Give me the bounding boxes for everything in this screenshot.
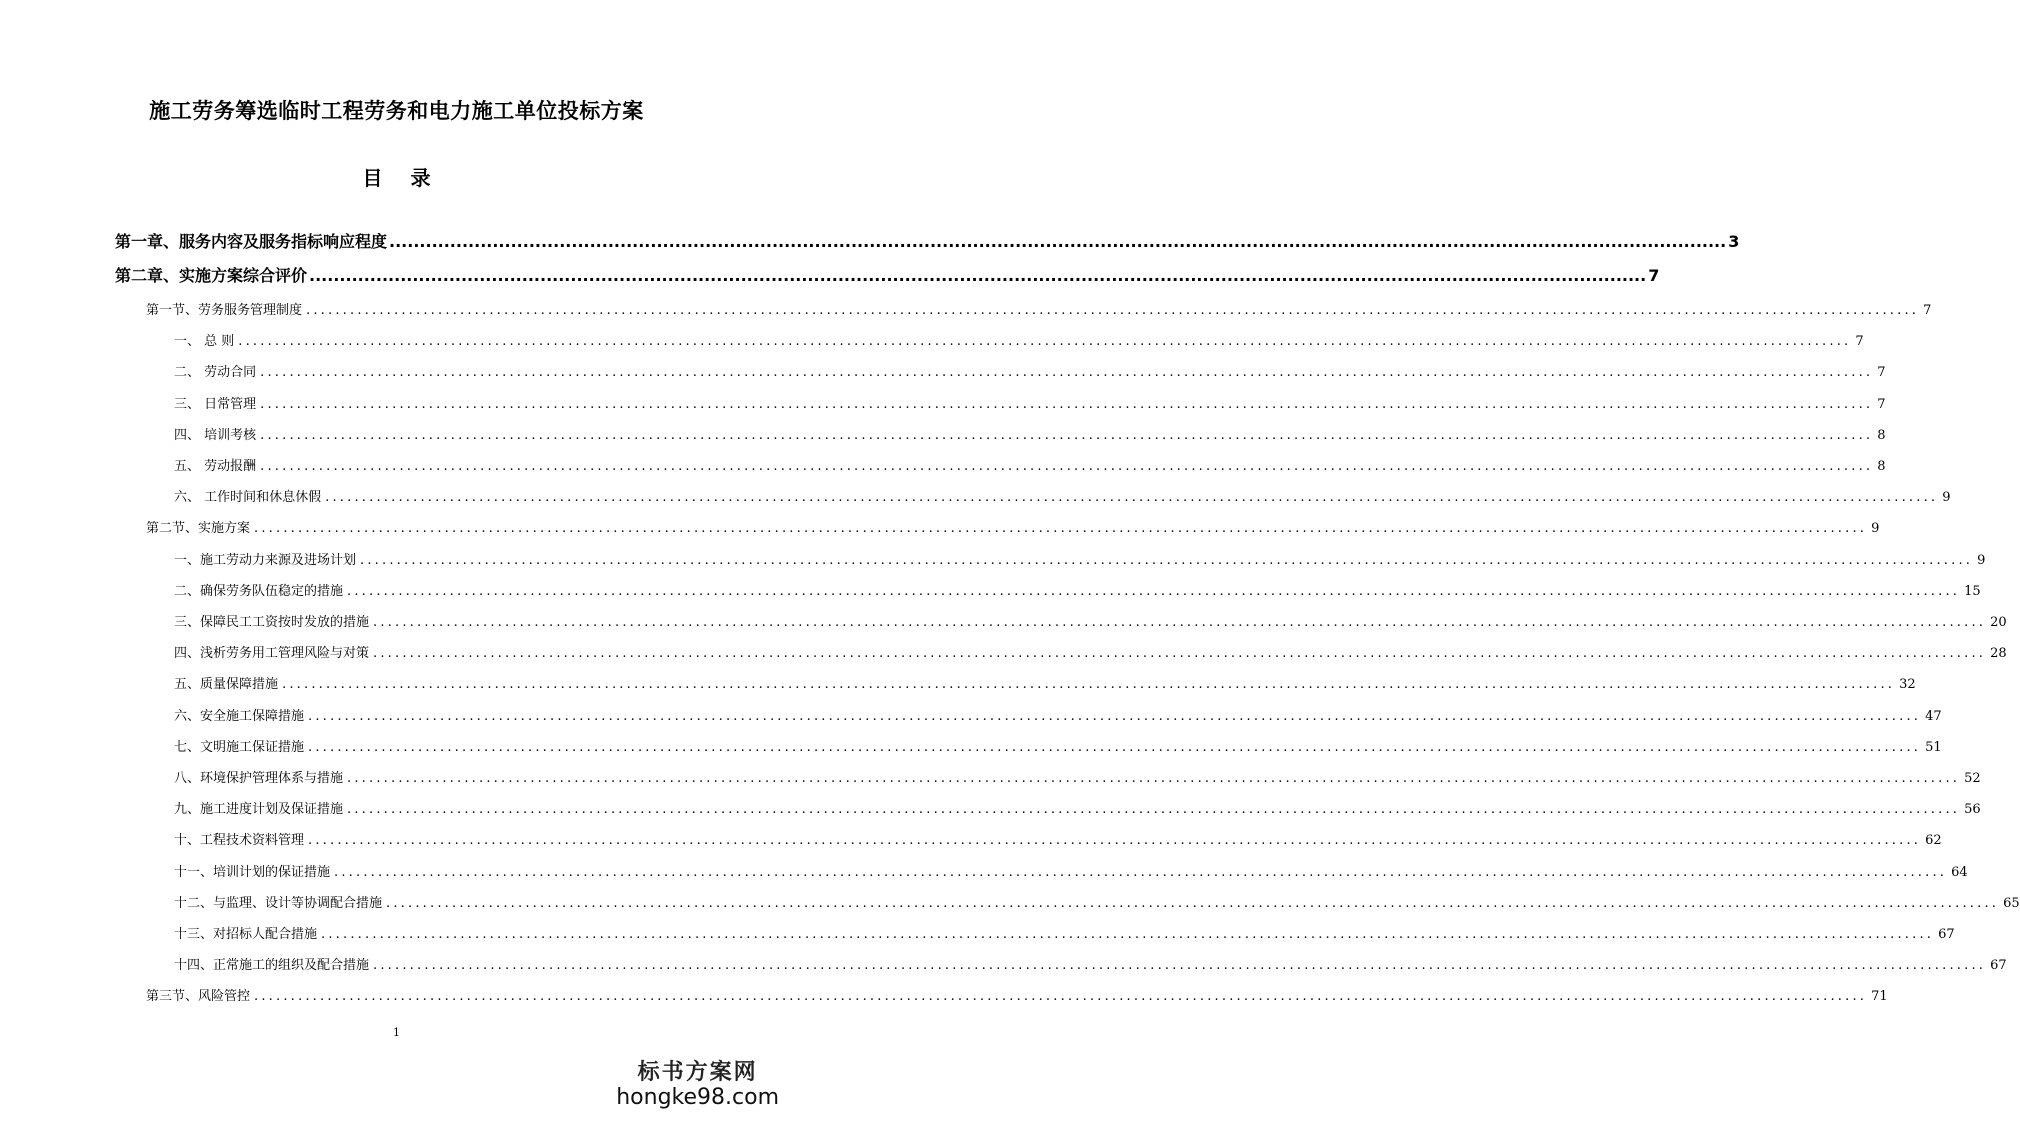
toc-entry[interactable] [146,985,1888,1005]
toc-entry-label: 九、施工进度计划及保证措施 [174,802,344,818]
toc-dot-leader: ............................................................................................................................................................................................................................ [325,490,1939,506]
toc-entry-label: 第一章、服务内容及服务指标响应程度 [115,232,388,251]
toc-entry-label: 二、确保劳务队伍稳定的措施 [174,583,344,599]
toc-entry[interactable] [115,263,1660,286]
toc-entry[interactable] [174,361,1886,381]
toc-entry-page: 32 [1899,677,1916,693]
toc-entry-label: 第二章、实施方案综合评价 [115,266,308,285]
toc-entry-label: 四、 培训考核 [174,427,257,443]
toc-entry[interactable] [174,954,2007,974]
toc-dot-leader: ............................................................................................................................................................................................................................ [260,427,1874,443]
toc-entry-page: 9 [1871,521,1880,537]
watermark-domain: hongke98.com [616,1085,779,1110]
toc-entry[interactable] [174,611,2007,630]
toc-dot-leader: ............................................................................................................................................................................................................................ [373,646,1987,662]
toc-entry[interactable] [174,892,2020,911]
toc-entry-label: 十四、正常施工的组织及配合措施 [174,958,370,974]
toc-dot-leader: ............................................................................................................................................................................................................................ [308,708,1922,724]
toc-entry-page: 7 [1923,303,1932,318]
toc-entry-page: 8 [1877,427,1886,443]
toc-entry-page: 3 [1728,232,1740,251]
toc-entry[interactable] [174,798,1981,818]
toc-entry-page: 62 [1925,833,1942,849]
toc-dot-leader: ............................................................................................................................................................................................................................ [309,266,1647,285]
toc-entry-page: 20 [1990,615,2007,630]
toc-dot-leader: ............................................................................................................................................................................................................................ [254,989,1868,1005]
toc-dot-leader: ............................................................................................................................................................................................................................ [386,895,2000,911]
toc-dot-leader: ............................................................................................................................................................................................................................ [347,802,1961,818]
toc-entry-label: 第一节、劳务服务管理制度 [146,303,303,318]
toc-entry[interactable] [174,705,1942,724]
page-number: 1 [393,1026,400,1039]
document-title: 施工劳务筹选临时工程劳务和电力施工单位投标方案 [149,99,644,123]
toc-entry-label: 四、浅析劳务用工管理风险与对策 [174,646,370,662]
toc-entry-label: 一、施工劳动力来源及进场计划 [174,552,357,568]
toc-dot-leader: ............................................................................................................................................................................................................................ [306,303,1920,318]
toc-entry-page: 67 [1990,958,2007,974]
toc-entry[interactable] [174,486,1951,506]
toc-dot-leader: ............................................................................................................................................................................................................................ [260,365,1874,381]
toc-dot-leader: ............................................................................................................................................................................................................................ [347,583,1961,599]
toc-entry-page: 9 [1942,490,1951,506]
toc-dot-leader: ............................................................................................................................................................................................................................ [334,864,1948,880]
toc-heading [0,162,793,191]
toc-entry-label: 第二节、实施方案 [146,521,251,537]
toc-entry-page: 8 [1877,459,1886,474]
toc-dot-leader: ............................................................................................................................................................................................................................ [389,232,1727,251]
toc-entry-label: 一、 总 则 [174,334,235,350]
toc-dot-leader: ............................................................................................................................................................................................................................ [308,739,1922,755]
site-watermark [616,1055,779,1110]
toc-entry-page: 28 [1990,646,2007,662]
toc-entry-page: 47 [1925,708,1942,724]
toc-entry[interactable] [174,424,1886,443]
toc-entry[interactable] [174,455,1886,474]
toc-dot-leader: ............................................................................................................................................................................................................................ [321,927,1935,942]
toc-entry[interactable] [174,736,1942,755]
toc-entry-label: 三、保障民工工资按时发放的措施 [174,615,370,630]
toc-heading-char-2: 录 [410,166,431,190]
toc-entry-page: 7 [1855,334,1864,350]
toc-dot-leader: ............................................................................................................................................................................................................................ [282,677,1896,693]
toc-dot-leader: ............................................................................................................................................................................................................................ [360,552,1974,568]
toc-entry-label: 五、 劳动报酬 [174,459,257,474]
toc-entry[interactable] [174,829,1942,849]
toc-entry-page: 65 [2003,895,2020,911]
toc-entry[interactable] [174,767,1981,786]
toc-dot-leader: ............................................................................................................................................................................................................................ [373,615,1987,630]
toc-entry[interactable] [174,861,1968,880]
toc-entry-label: 第三节、风险管控 [146,989,251,1005]
toc-entry[interactable] [146,517,1880,537]
toc-entry[interactable] [174,393,1886,412]
toc-heading-char-1: 目 [362,166,383,190]
toc-entry-page: 15 [1964,583,1981,599]
toc-entry[interactable] [174,549,1986,568]
toc-entry-page: 51 [1925,739,1942,755]
toc-dot-leader: ............................................................................................................................................................................................................................ [238,334,1852,350]
toc-entry[interactable] [174,330,1864,350]
toc-entry-page: 52 [1964,771,1981,786]
toc-entry-label: 七、文明施工保证措施 [174,739,305,755]
toc-dot-leader: ............................................................................................................................................................................................................................ [260,396,1874,412]
toc-entry-page: 7 [1648,266,1660,285]
toc-dot-leader: ............................................................................................................................................................................................................................ [260,459,1874,474]
toc-entry-label: 二、 劳动合同 [174,365,257,381]
toc-entry-page: 56 [1964,802,1981,818]
toc-dot-leader: ............................................................................................................................................................................................................................ [373,958,1987,974]
toc-entry[interactable] [115,229,1740,252]
watermark-brand: 标书方案网 [637,1059,758,1085]
toc-entry-label: 三、 日常管理 [174,396,257,412]
toc-entry[interactable] [174,923,1955,942]
toc-entry[interactable] [174,673,1916,693]
toc-entry-label: 五、质量保障措施 [174,677,279,693]
toc-entry-label: 八、环境保护管理体系与措施 [174,771,344,786]
toc-entry[interactable] [174,642,2007,662]
toc-entry-label: 十三、对招标人配合措施 [174,927,318,942]
toc-entry-label: 六、安全施工保障措施 [174,708,305,724]
toc-entry-page: 7 [1877,396,1886,412]
toc-dot-leader: ............................................................................................................................................................................................................................ [308,833,1922,849]
toc-dot-leader: ............................................................................................................................................................................................................................ [347,771,1961,786]
toc-entry-label: 六、 工作时间和休息休假 [174,490,322,506]
toc-entry-page: 7 [1877,365,1886,381]
toc-entry[interactable] [174,580,1981,599]
toc-entry-page: 67 [1938,927,1955,942]
toc-entry-label: 十一、培训计划的保证措施 [174,864,331,880]
toc-entry-page: 9 [1977,552,1986,568]
toc-entry-page: 71 [1871,989,1888,1005]
toc-entry[interactable] [146,299,1932,318]
toc-entry-label: 十二、与监理、设计等协调配合措施 [174,895,383,911]
toc-entry-page: 64 [1951,864,1968,880]
toc-dot-leader: ............................................................................................................................................................................................................................ [254,521,1868,537]
toc-entry-label: 十、工程技术资料管理 [174,833,305,849]
